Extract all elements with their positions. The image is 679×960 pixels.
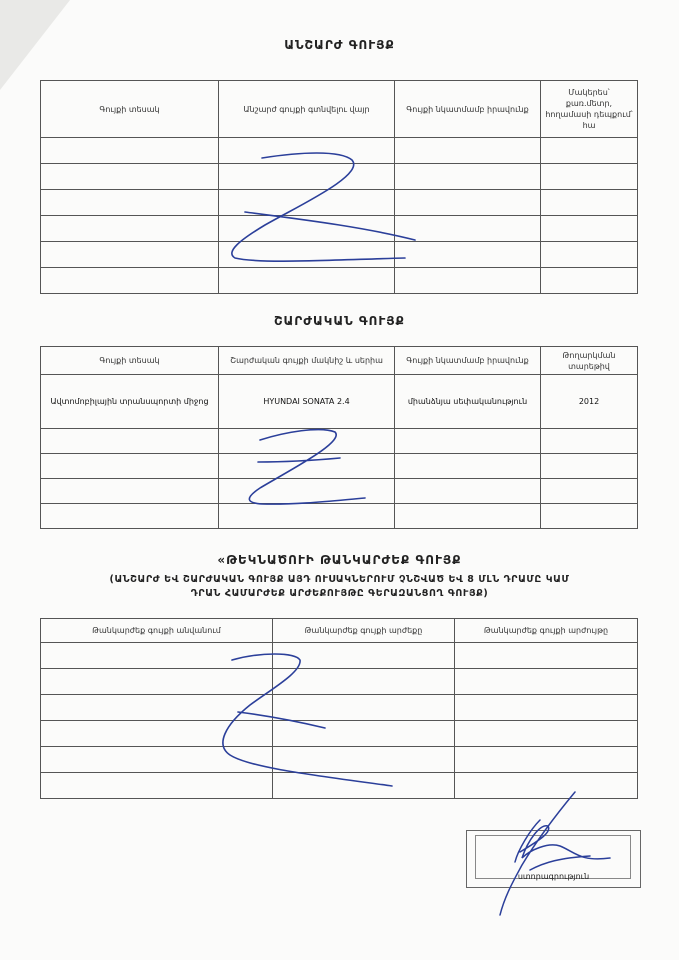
section-title-immovable: ԱՆՇԱՐԺ ԳՈՒՅՔ	[284, 38, 395, 52]
table-row	[41, 164, 638, 190]
section-subtitle-line2: ԴՐԱՆ ՀԱՄԱՐԺԵՔ ԱՐԺԵՔՈՒՅԹԸ ԳԵՐԱԶԱՆՑՈՂ ԳՈՒՅՔ)	[190, 588, 489, 599]
column-header: Մակերես՝ քառ.մետր, հողամասի դեպքում՝ հա	[541, 81, 638, 138]
section-title-movable: ՇԱՐԺԱԿԱՆ ԳՈՒՅՔ	[274, 314, 405, 328]
column-header: Թանկարժեք գույքի անվանում	[41, 619, 273, 643]
table-row	[41, 242, 638, 268]
table-row	[41, 454, 638, 479]
cell-model: HYUNDAI SONATA 2.4	[219, 375, 395, 429]
table-row	[41, 479, 638, 504]
column-header: Շարժական գույքի մակնիշ և սերիա	[219, 347, 395, 375]
column-header: Թանկարժեք գույքի արժույթը	[455, 619, 638, 643]
immovable-property-table	[40, 80, 638, 294]
table-row	[41, 216, 638, 242]
cell-right: միանձնյա սեփականություն	[395, 375, 541, 429]
table-row	[41, 429, 638, 454]
table-row	[41, 695, 638, 721]
table-row	[41, 190, 638, 216]
column-header: Գույքի նկատմամբ իրավունք	[395, 347, 541, 375]
signature-box	[466, 830, 641, 888]
table-row	[41, 669, 638, 695]
table-row	[41, 268, 638, 294]
column-header: Գույքի տեսակ	[41, 81, 219, 138]
column-header: Գույքի նկատմամբ իրավունք	[395, 81, 541, 138]
column-header: Գույքի տեսակ	[41, 347, 219, 375]
column-header: Թողարկման տարեթիվ	[541, 347, 638, 375]
table-row	[41, 721, 638, 747]
table-header-row	[41, 81, 638, 138]
table-row	[41, 138, 638, 164]
signature-label: ստորագրություն	[517, 872, 590, 881]
cell-property-type: Ավտոմոբիլային տրանսպորտի միջոց	[41, 375, 219, 429]
table-row	[41, 773, 638, 799]
table-row	[41, 504, 638, 529]
table-header-row	[41, 347, 638, 375]
movable-property-table	[40, 346, 638, 529]
section-title-valuable: «ԹԵԿՆԱԾՈՒԻ ԹԱՆԿԱՐԺԵՔ ԳՈՒՅՔ	[217, 553, 462, 567]
table-header-row	[41, 619, 638, 643]
table-row	[41, 747, 638, 773]
table-row	[41, 643, 638, 669]
table-row	[41, 375, 638, 429]
column-header: Անշարժ գույքի գտնվելու վայր	[219, 81, 395, 138]
column-header: Թանկարժեք գույքի արժեքը	[273, 619, 455, 643]
valuable-property-table	[40, 618, 638, 799]
section-subtitle-line1: (ԱՆՇԱՐԺ ԵՎ ՇԱՐԺԱԿԱՆ ԳՈՒՅՔ ԱՅԴ ՈՒՍԱԿՆԵՐՈՒՄ ՉՆՇՎԱԾ ԵՎ 8 ՄԼՆ ԴՐԱՄԸ ԿԱՄ	[109, 574, 570, 585]
cell-year: 2012	[541, 375, 638, 429]
